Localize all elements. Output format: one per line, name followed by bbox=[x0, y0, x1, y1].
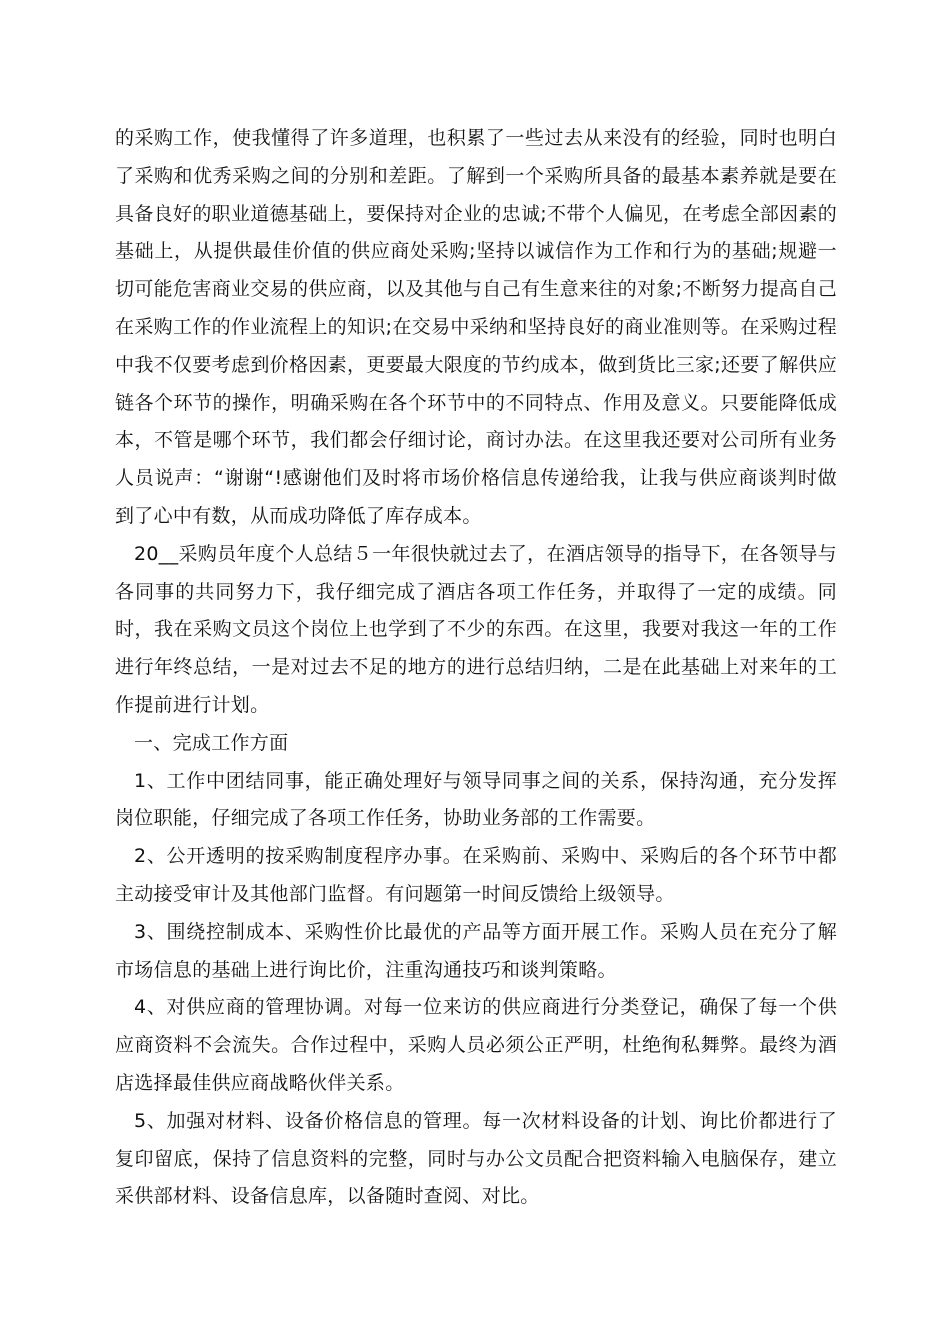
list-item-5: 5、加强对材料、设备价格信息的管理。每一次材料设备的计划、询比价都进行了复印留底，保持了信息资料的完整，同时与办公文员配合把资料输入电脑保存，建立采供部材料、设备信息库，以备随时查阅、对比。 bbox=[115, 1109, 837, 1208]
list-item-2: 2、公开透明的按采购制度程序办事。在采购前、采购中、采购后的各个环节中都主动接受审计及其他部门监督。有问题第一时间反馈给上级领导。 bbox=[115, 845, 837, 905]
list-item-1: 1、工作中团结同事，能正确处理好与领导同事之间的关系，保持沟通，充分发挥岗位职能，仔细完成了各项工作任务，协助业务部的工作需要。 bbox=[115, 769, 837, 830]
list-item-4: 4、对供应商的管理协调。对每一位来访的供应商进行分类登记，确保了每一个供应商资料不会流失。合作过程中，采购人员必须公正严明，杜绝徇私舞弊。最终为酒店选择最佳供应商战略伙伴关系。 bbox=[115, 996, 837, 1094]
list-item-3: 3、围绕控制成本、采购性价比最优的产品等方面开展工作。采购人员在充分了解市场信息的基础上进行询比价，注重沟通技巧和谈判策略。 bbox=[115, 920, 837, 981]
paragraph-annual-summary-intro: 20__采购员年度个人总结５一年很快就过去了，在酒店领导的指导下，在各领导与各同事的共同努力下，我仔细完成了酒店各项工作任务，并取得了一定的成绩。同时，我在采购文员这个岗位上也学到了不少的东西。在这里，我要对我这一年的工作进行年终总结，一是对过去不足的地方的进行总结归纳，二是在此基础上对来年的工作提前进行计划。 bbox=[115, 542, 837, 716]
document-page bbox=[115, 120, 837, 1216]
paragraph-purchasing-experience: 的采购工作，使我懂得了许多道理，也积累了一些过去从来没有的经验，同时也明白了采购和优秀采购之间的分别和差距。了解到一个采购所具备的最基本素养就是要在具备良好的职业道德基础上，要保持对企业的忠诚;不带个人偏见，在考虑全部因素的基础上，从提供最佳价值的供应商处采购;坚持以诚信作为工作和行为的基础;规避一切可能危害商业交易的供应商，以及其他与自己有生意来往的对象;不断努力提高自己在采购工作的作业流程上的知识;在交易中采纳和坚持良好的商业准则等。在采购过程中我不仅要考虑到价格因素，更要最大限度的节约成本，做到货比三家;还要了解供应链各个环节的操作，明确采购在各个环节中的不同特点、作用及意义。只要能降低成本，不管是哪个环节，我们都会仔细讨论，商讨办法。在这里我还要对公司所有业务人员说声：“谢谢“!感谢他们及时将市场价格信息传递给我，让我与供应商谈判时做到了心中有数，从而成功降低了库存成本。 bbox=[115, 127, 837, 527]
section-heading-completed-work: 一、完成工作方面 bbox=[134, 731, 289, 754]
